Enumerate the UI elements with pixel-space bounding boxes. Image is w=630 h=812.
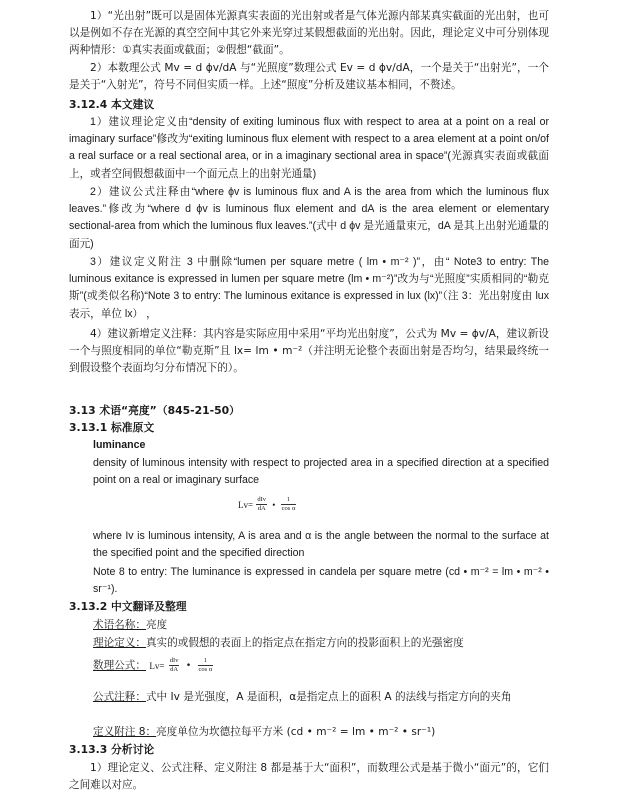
suggestion-2: 2）建议公式注释由“where ϕv is luminous flux and A is the area from which the luminous flux leaves.”修改为“where d ϕv is luminous flux element and dA is the area element or elementary sectional-area from which the luminous flux leaves.”(式中 d ϕv 是光通量束元，dA 是其上出射光通量的面元) xyxy=(69,186,549,250)
cn-term-name: 术语名称：亮度 xyxy=(93,619,168,631)
heading-3-13-2: 3.13.2 中文翻译及整理 xyxy=(69,600,187,613)
heading-3-13-3: 3.13.3 分析讨论 xyxy=(69,743,155,756)
formula-lhs: Lv= xyxy=(238,499,254,510)
english-where-clause: where Iv is luminous intensity, A is area and α is the angle between the normal to the surface at the specified point and the specified direction xyxy=(93,530,549,560)
discussion-paragraph-1: 1）理论定义、公式注释、定义附注 8 都是基于大“面积”，而数理公式是基于微小“面元”的，它们之间难以对应。 xyxy=(69,762,549,792)
heading-3-12-4: 3.12.4 本文建议 xyxy=(69,98,155,111)
heading-3-13-1: 3.13.1 标准原文 xyxy=(69,421,155,434)
paragraph-light-exitance-note-2: 2）本数理公式 Mv = d ϕv/dA 与“光照度”数理公式 Ev = d ϕv/dA，一个是关于“出射光”，一个是关于“入射光”，符号不同但实质一样。上述“照度”分析及建议基本相同，不赘述。 xyxy=(69,62,549,92)
cn-annex-note-8: 定义附注 8：亮度单位为坎德拉每平方米 (cd • m⁻² = lm • m⁻² • sr⁻¹) xyxy=(93,726,436,738)
suggestion-1: 1）建议理论定义由“density of exiting luminous flux with respect to area at a point on a real or imaginary surface”修改为“exiting luminous flux element with respect to a area element at a point on/of a real surface or a real sectional area, or in a imaginary sectional area in space”(光源真实表面或截面上，或者空间假想截面中一个面元点上的出射光通量) xyxy=(69,116,549,180)
heading-3-13: 3.13 术语“亮度”（845-21-50） xyxy=(69,404,240,417)
cn-formula-note: 公式注释：式中 Iv 是光强度，A 是面积，α是指定点上的面积 A 的法线与指定方向的夹角 xyxy=(93,691,512,703)
cn-definition: 理论定义：真实的或假想的表面上的指定点在指定方向的投影面积上的光强密度 xyxy=(93,637,464,649)
suggestion-3: 3）建议定义附注 3 中删除“lumen per square metre ( lm • m⁻² )”，由“ Note3 to entry: The luminous exitance is expressed in lumen per square metre (lm • m⁻²)”改为与“光照度”实质相同的“勒克斯”(或类似名称)“Note 3 to entry: The luminous exitance is expressed in lux (lx)”（注 3：光出射度由 lux 表示，单位 lx） ， xyxy=(69,256,549,320)
english-definition: density of luminous intensity with respect to projected area in a specified direction at a specified point on a real or imaginary surface xyxy=(93,457,549,487)
paragraph-light-exitance-note-1: 1）“光出射”既可以是固体光源真实表面的光出射或者是气体光源内部某真实截面的光出射，也可以是例如不存在光源的真空空间中其它外来光穿过某假想截面的光出射。因此，理论定义中可分别体现两种情形：①真实表面或截面；②假想“截面”。 xyxy=(69,10,549,57)
english-note-8: Note 8 to entry: The luminance is expressed in candela per square metre (cd • m⁻² = lm • m⁻² • sr⁻¹). xyxy=(93,566,549,596)
formula-fraction: $\frac{\text{dIv}}{dA}$ xyxy=(257,496,266,512)
cn-formula-row: 数理公式： Lv= $\frac{\text{dIv}}{dA}$ • $\frac{1}{\text{cos α}}$ xyxy=(93,657,213,673)
formula-cos-fraction: $\frac{1}{\text{cos α}}$ xyxy=(281,496,296,512)
luminance-formula: Lv= $\frac{\text{dIv}}{dA}$ • $\frac{1}{\text{cos α}}$ xyxy=(238,496,296,512)
suggestion-4: 4）建议新增定义注释：其内容是实际应用中采用“平均光出射度”，公式为 Mv = ϕv/A，建议新设一个与照度相同的单位“勒克斯”且 lx= lm • m⁻²（并注明无论整个表面出射是否均匀，结果最终统一到假设整个表面均匀分布情况下的）。 xyxy=(69,328,549,375)
english-term: luminance xyxy=(93,439,146,451)
